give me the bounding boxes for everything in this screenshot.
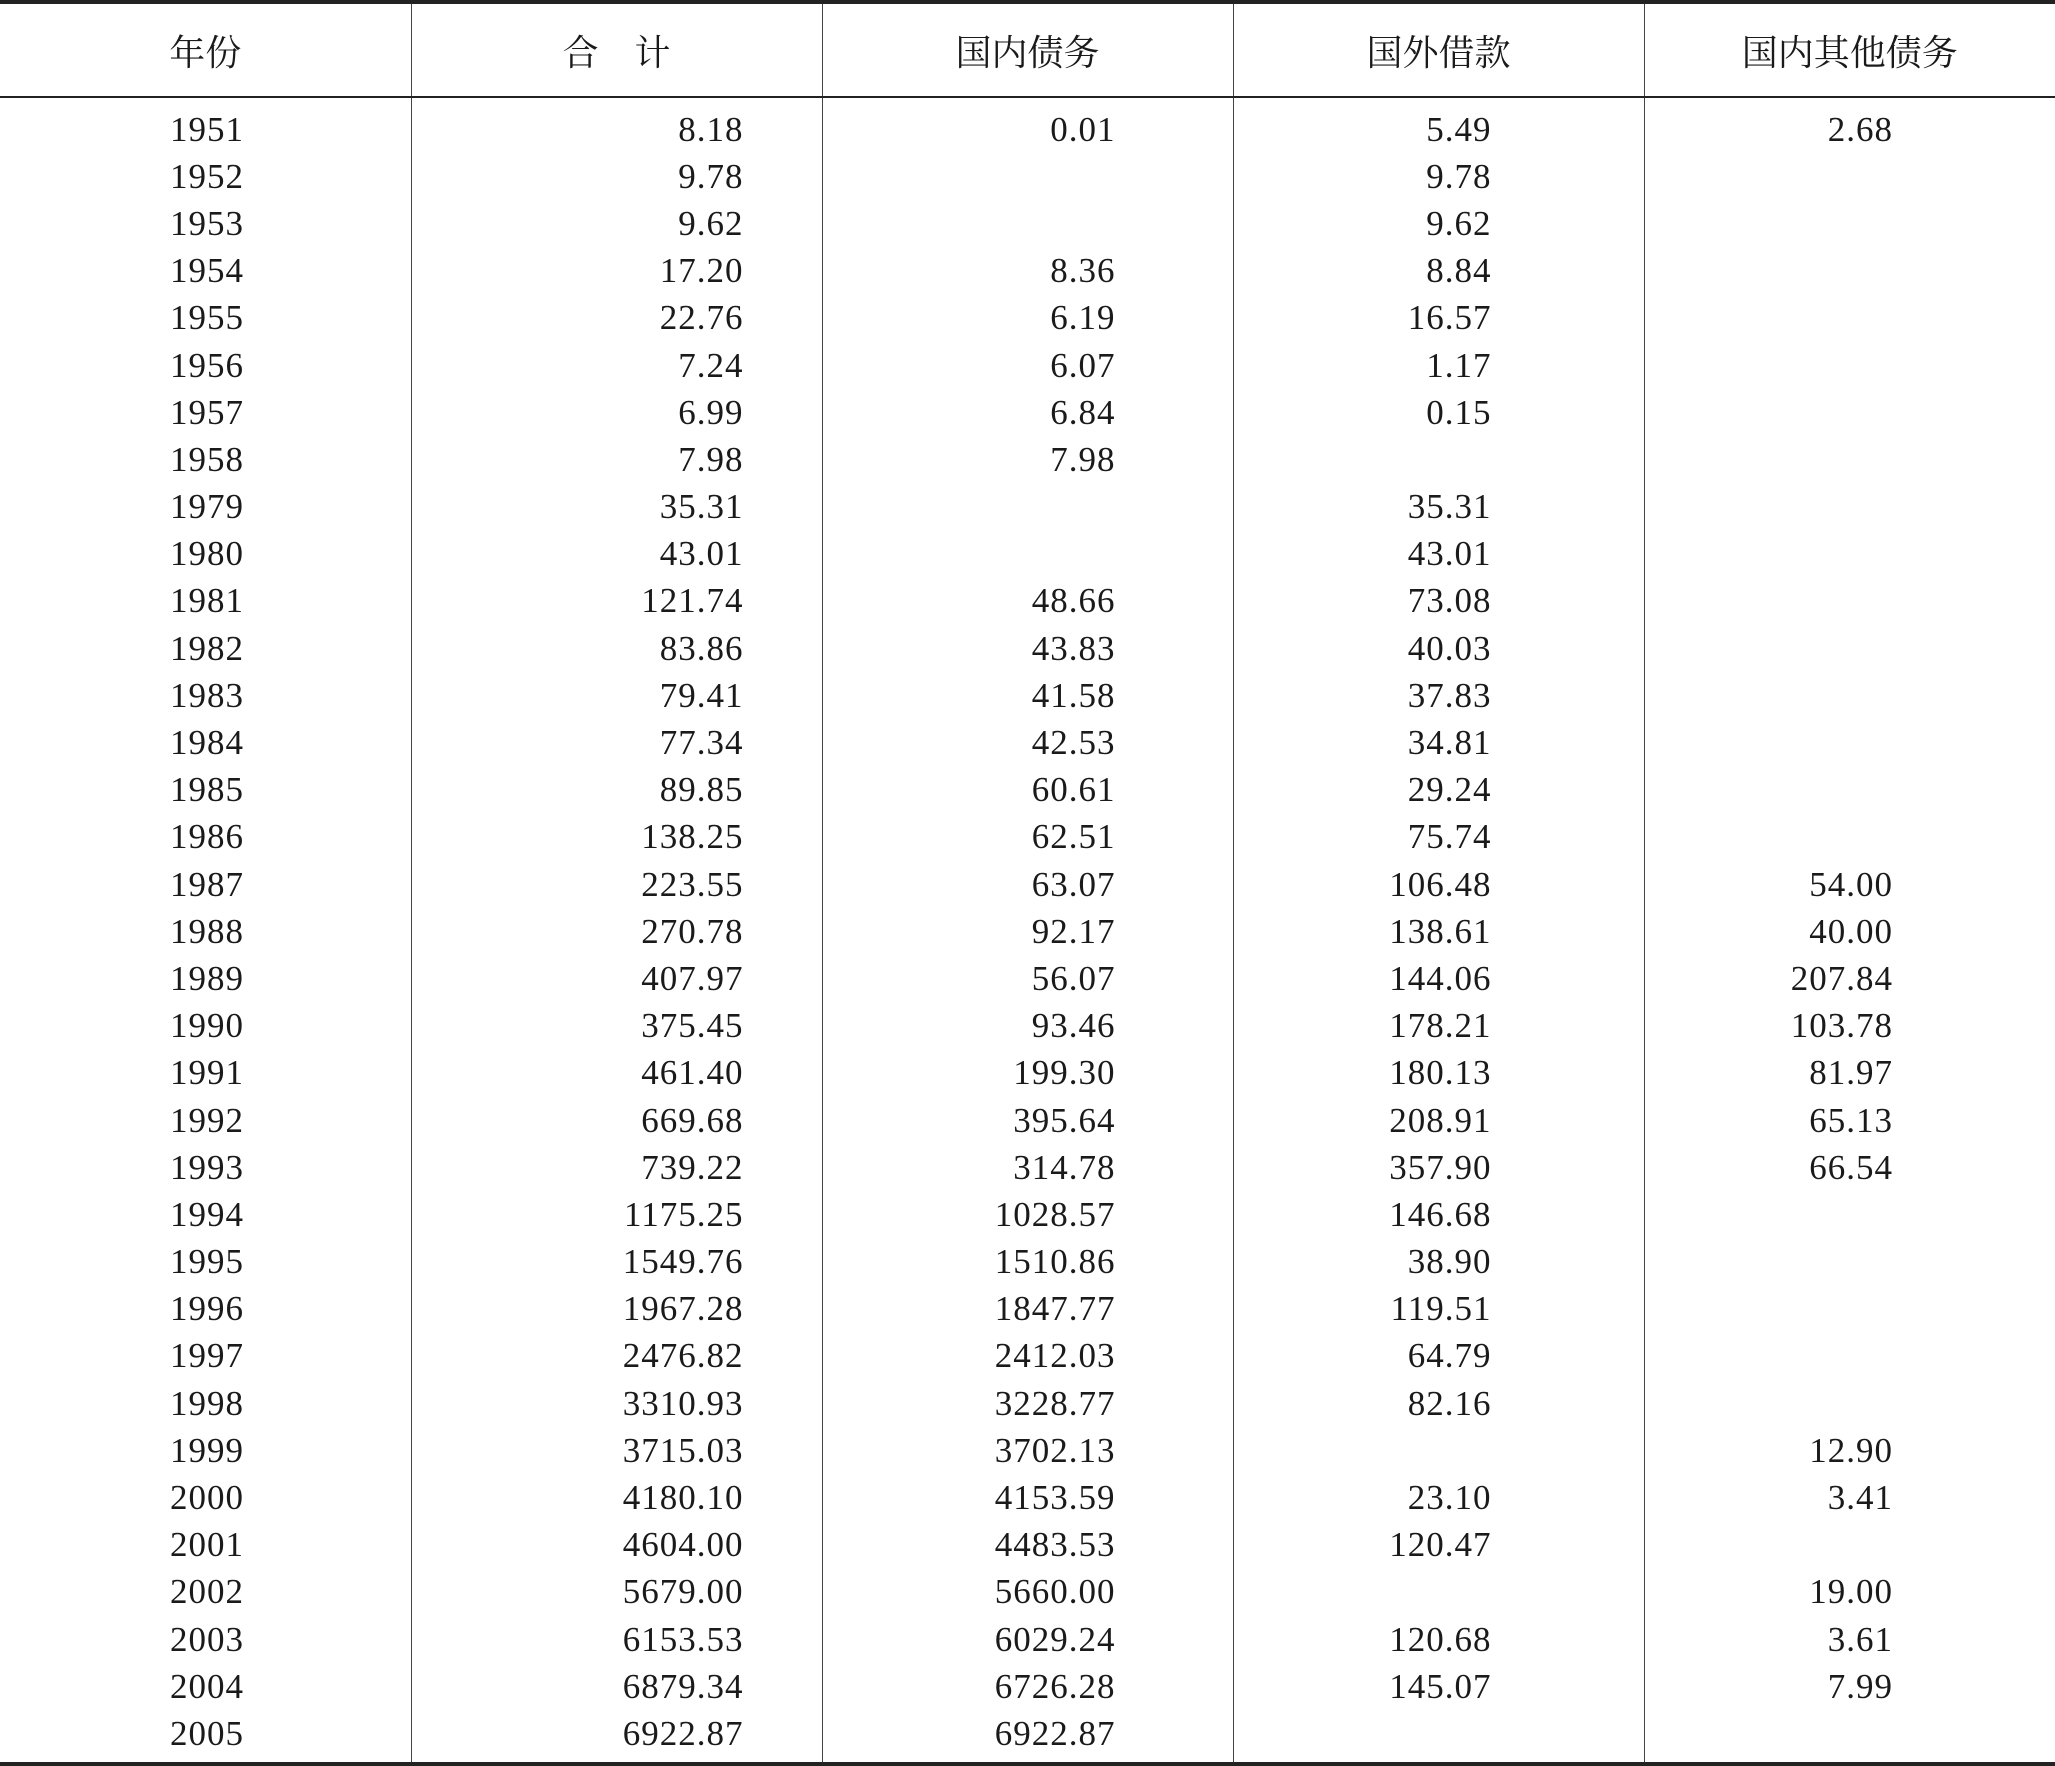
table-row (0, 1522, 2055, 1569)
cell-other-domestic-debt (1644, 1710, 2055, 1763)
cell-foreign-loans: 35.31 (1233, 484, 1644, 531)
cell-year: 1958 (0, 436, 411, 483)
table-row (0, 1569, 2055, 1616)
cell-total: 669.68 (411, 1097, 822, 1144)
cell-foreign-loans: 178.21 (1233, 1003, 1644, 1050)
cell-year: 1987 (0, 861, 411, 908)
cell-foreign-loans: 144.06 (1233, 955, 1644, 1002)
table-row (0, 672, 2055, 719)
cell-other-domestic-debt (1644, 1286, 2055, 1333)
cell-other-domestic-debt (1644, 389, 2055, 436)
cell-total: 9.78 (411, 153, 822, 200)
cell-domestic-debt: 93.46 (822, 1003, 1233, 1050)
table-row (0, 1710, 2055, 1763)
cell-total: 2476.82 (411, 1333, 822, 1380)
cell-total: 1175.25 (411, 1191, 822, 1238)
cell-other-domestic-debt (1644, 719, 2055, 766)
header-row (0, 2, 2055, 97)
cell-total: 5679.00 (411, 1569, 822, 1616)
table-row (0, 248, 2055, 295)
cell-total: 7.24 (411, 342, 822, 389)
cell-year: 1952 (0, 153, 411, 200)
cell-domestic-debt: 395.64 (822, 1097, 1233, 1144)
cell-year: 1953 (0, 200, 411, 247)
cell-foreign-loans: 208.91 (1233, 1097, 1644, 1144)
cell-foreign-loans: 73.08 (1233, 578, 1644, 625)
cell-other-domestic-debt: 54.00 (1809, 864, 1893, 904)
cell-year: 1985 (0, 767, 411, 814)
cell-total: 6153.53 (411, 1616, 822, 1663)
cell-domestic-debt: 5660.00 (822, 1569, 1233, 1616)
cell-year: 1998 (0, 1380, 411, 1427)
cell-other-domestic-debt (1644, 1380, 2055, 1427)
cell-foreign-loans: 29.24 (1233, 767, 1644, 814)
cell-total: 1967.28 (411, 1286, 822, 1333)
cell-total: 223.55 (411, 861, 822, 908)
cell-domestic-debt: 41.58 (822, 672, 1233, 719)
cell-year: 2004 (0, 1663, 411, 1710)
cell-year: 1979 (0, 484, 411, 531)
cell-foreign-loans: 75.74 (1233, 814, 1644, 861)
cell-domestic-debt (822, 531, 1233, 578)
table-row (0, 719, 2055, 766)
cell-other-domestic-debt (1644, 767, 2055, 814)
table-row (0, 200, 2055, 247)
cell-total: 43.01 (411, 531, 822, 578)
cell-total: 121.74 (411, 578, 822, 625)
header-total: 合 计 (411, 2, 822, 97)
cell-year: 1956 (0, 342, 411, 389)
cell-domestic-debt: 4153.59 (822, 1474, 1233, 1521)
cell-foreign-loans: 5.49 (1233, 97, 1644, 153)
cell-domestic-debt: 92.17 (822, 908, 1233, 955)
cell-foreign-loans: 120.47 (1233, 1522, 1644, 1569)
cell-total: 1549.76 (411, 1239, 822, 1286)
table-row (0, 1474, 2055, 1521)
cell-foreign-loans (1233, 1569, 1644, 1616)
table-body (0, 97, 2055, 1764)
table-row (0, 342, 2055, 389)
cell-foreign-loans: 34.81 (1233, 719, 1644, 766)
cell-year: 1990 (0, 1003, 411, 1050)
cell-other-domestic-debt (1644, 295, 2055, 342)
cell-year: 1997 (0, 1333, 411, 1380)
cell-domestic-debt: 3228.77 (822, 1380, 1233, 1427)
cell-other-domestic-debt: 81.97 (1809, 1053, 1893, 1093)
cell-foreign-loans: 8.84 (1233, 248, 1644, 295)
header-foreign-loans: 国外借款 (1233, 2, 1644, 97)
cell-other-domestic-debt (1644, 625, 2055, 672)
cell-year: 1951 (0, 97, 411, 153)
cell-other-domestic-debt: 207.84 (1790, 958, 1893, 998)
cell-foreign-loans: 9.62 (1233, 200, 1644, 247)
cell-other-domestic-debt: 66.54 (1809, 1147, 1893, 1187)
cell-foreign-loans: 23.10 (1233, 1474, 1644, 1521)
cell-total: 3310.93 (411, 1380, 822, 1427)
cell-other-domestic-debt: 7.99 (1827, 1666, 1893, 1706)
cell-foreign-loans: 357.90 (1233, 1144, 1644, 1191)
cell-foreign-loans: 9.78 (1233, 153, 1644, 200)
cell-total: 138.25 (411, 814, 822, 861)
cell-other-domestic-debt (1644, 200, 2055, 247)
cell-foreign-loans: 38.90 (1233, 1239, 1644, 1286)
cell-year: 2000 (0, 1474, 411, 1521)
cell-domestic-debt: 4483.53 (822, 1522, 1233, 1569)
cell-total: 407.97 (411, 955, 822, 1002)
cell-total: 4180.10 (411, 1474, 822, 1521)
cell-year: 2003 (0, 1616, 411, 1663)
cell-foreign-loans: 43.01 (1233, 531, 1644, 578)
table-row (0, 908, 2055, 955)
cell-other-domestic-debt (1644, 578, 2055, 625)
table-row (0, 1333, 2055, 1380)
cell-domestic-debt: 6922.87 (822, 1710, 1233, 1763)
cell-foreign-loans: 180.13 (1233, 1050, 1644, 1097)
cell-other-domestic-debt (1644, 1191, 2055, 1238)
cell-domestic-debt: 0.01 (822, 97, 1233, 153)
cell-domestic-debt: 42.53 (822, 719, 1233, 766)
cell-year: 1955 (0, 295, 411, 342)
cell-total: 6879.34 (411, 1663, 822, 1710)
cell-domestic-debt: 63.07 (822, 861, 1233, 908)
cell-other-domestic-debt: 19.00 (1809, 1572, 1893, 1612)
cell-domestic-debt (822, 484, 1233, 531)
cell-domestic-debt: 56.07 (822, 955, 1233, 1002)
cell-domestic-debt: 1847.77 (822, 1286, 1233, 1333)
header-other-domestic-debt: 国内其他债务 (1644, 2, 2055, 97)
table-row (0, 1286, 2055, 1333)
table-row (0, 1097, 2055, 1144)
cell-year: 2002 (0, 1569, 411, 1616)
cell-total: 79.41 (411, 672, 822, 719)
table-row (0, 1616, 2055, 1663)
table-row (0, 578, 2055, 625)
cell-domestic-debt: 60.61 (822, 767, 1233, 814)
table-row (0, 1003, 2055, 1050)
cell-domestic-debt: 6.84 (822, 389, 1233, 436)
cell-foreign-loans: 64.79 (1233, 1333, 1644, 1380)
cell-total: 17.20 (411, 248, 822, 295)
cell-other-domestic-debt: 3.61 (1827, 1619, 1893, 1659)
cell-year: 1991 (0, 1050, 411, 1097)
cell-total: 375.45 (411, 1003, 822, 1050)
cell-domestic-debt: 6029.24 (822, 1616, 1233, 1663)
cell-domestic-debt: 314.78 (822, 1144, 1233, 1191)
cell-domestic-debt: 1028.57 (822, 1191, 1233, 1238)
cell-year: 1994 (0, 1191, 411, 1238)
cell-other-domestic-debt (1644, 248, 2055, 295)
cell-year: 1984 (0, 719, 411, 766)
table-row (0, 767, 2055, 814)
cell-domestic-debt: 199.30 (822, 1050, 1233, 1097)
cell-year: 1992 (0, 1097, 411, 1144)
cell-domestic-debt: 3702.13 (822, 1427, 1233, 1474)
cell-domestic-debt: 48.66 (822, 578, 1233, 625)
cell-year: 1988 (0, 908, 411, 955)
cell-total: 8.18 (411, 97, 822, 153)
cell-year: 1954 (0, 248, 411, 295)
cell-foreign-loans: 145.07 (1233, 1663, 1644, 1710)
cell-other-domestic-debt: 12.90 (1809, 1430, 1893, 1470)
cell-year: 1982 (0, 625, 411, 672)
cell-year: 2005 (0, 1710, 411, 1763)
cell-year: 1993 (0, 1144, 411, 1191)
cell-other-domestic-debt (1644, 531, 2055, 578)
cell-domestic-debt: 43.83 (822, 625, 1233, 672)
cell-foreign-loans: 16.57 (1233, 295, 1644, 342)
cell-foreign-loans: 146.68 (1233, 1191, 1644, 1238)
cell-foreign-loans: 37.83 (1233, 672, 1644, 719)
cell-domestic-debt: 62.51 (822, 814, 1233, 861)
cell-domestic-debt: 2412.03 (822, 1333, 1233, 1380)
cell-total: 22.76 (411, 295, 822, 342)
cell-other-domestic-debt (1644, 1239, 2055, 1286)
table-row (0, 97, 2055, 153)
table-row (0, 814, 2055, 861)
table-row (0, 1050, 2055, 1097)
table-row (0, 484, 2055, 531)
cell-domestic-debt: 6.19 (822, 295, 1233, 342)
cell-foreign-loans: 106.48 (1233, 861, 1644, 908)
table-row (0, 1427, 2055, 1474)
cell-year: 2001 (0, 1522, 411, 1569)
table-row (0, 1191, 2055, 1238)
cell-total: 35.31 (411, 484, 822, 531)
cell-domestic-debt: 6726.28 (822, 1663, 1233, 1710)
cell-total: 89.85 (411, 767, 822, 814)
cell-domestic-debt (822, 153, 1233, 200)
cell-total: 6922.87 (411, 1710, 822, 1763)
cell-foreign-loans: 120.68 (1233, 1616, 1644, 1663)
cell-total: 7.98 (411, 436, 822, 483)
cell-total: 270.78 (411, 908, 822, 955)
cell-foreign-loans (1233, 436, 1644, 483)
cell-other-domestic-debt (1644, 814, 2055, 861)
cell-year: 1995 (0, 1239, 411, 1286)
cell-year: 1980 (0, 531, 411, 578)
cell-other-domestic-debt (1644, 484, 2055, 531)
table-row (0, 436, 2055, 483)
table-row (0, 153, 2055, 200)
cell-total: 77.34 (411, 719, 822, 766)
table-row (0, 531, 2055, 578)
cell-other-domestic-debt: 3.41 (1827, 1478, 1893, 1518)
header-domestic-debt: 国内债务 (822, 2, 1233, 97)
cell-year: 1989 (0, 955, 411, 1002)
header-year: 年份 (0, 2, 411, 97)
cell-other-domestic-debt: 103.78 (1790, 1006, 1893, 1046)
table-row (0, 861, 2055, 908)
cell-foreign-loans: 138.61 (1233, 908, 1644, 955)
cell-other-domestic-debt (1644, 153, 2055, 200)
cell-year: 1957 (0, 389, 411, 436)
cell-domestic-debt: 6.07 (822, 342, 1233, 389)
cell-year: 1981 (0, 578, 411, 625)
cell-domestic-debt: 1510.86 (822, 1239, 1233, 1286)
cell-total: 3715.03 (411, 1427, 822, 1474)
cell-year: 1983 (0, 672, 411, 719)
cell-other-domestic-debt: 2.68 (1827, 109, 1893, 149)
cell-domestic-debt: 8.36 (822, 248, 1233, 295)
cell-foreign-loans: 1.17 (1233, 342, 1644, 389)
table-row (0, 955, 2055, 1002)
cell-total: 9.62 (411, 200, 822, 247)
cell-total: 461.40 (411, 1050, 822, 1097)
cell-foreign-loans (1233, 1427, 1644, 1474)
cell-domestic-debt: 7.98 (822, 436, 1233, 483)
cell-total: 4604.00 (411, 1522, 822, 1569)
cell-other-domestic-debt (1644, 1522, 2055, 1569)
cell-domestic-debt (822, 200, 1233, 247)
cell-year: 1999 (0, 1427, 411, 1474)
cell-foreign-loans: 119.51 (1233, 1286, 1644, 1333)
table-row (0, 1380, 2055, 1427)
table-header (0, 2, 2055, 97)
cell-foreign-loans: 0.15 (1233, 389, 1644, 436)
cell-year: 1996 (0, 1286, 411, 1333)
cell-other-domestic-debt (1644, 1333, 2055, 1380)
table-row (0, 1663, 2055, 1710)
cell-other-domestic-debt: 40.00 (1809, 911, 1893, 951)
cell-total: 83.86 (411, 625, 822, 672)
table-row (0, 1239, 2055, 1286)
cell-foreign-loans: 82.16 (1233, 1380, 1644, 1427)
cell-other-domestic-debt: 65.13 (1809, 1100, 1893, 1140)
cell-foreign-loans: 40.03 (1233, 625, 1644, 672)
cell-total: 739.22 (411, 1144, 822, 1191)
cell-year: 1986 (0, 814, 411, 861)
table-row (0, 389, 2055, 436)
table-row (0, 295, 2055, 342)
cell-other-domestic-debt (1644, 672, 2055, 719)
cell-total: 6.99 (411, 389, 822, 436)
cell-foreign-loans (1233, 1710, 1644, 1763)
table-row (0, 1144, 2055, 1191)
cell-other-domestic-debt (1644, 342, 2055, 389)
table-row (0, 625, 2055, 672)
cell-other-domestic-debt (1644, 436, 2055, 483)
